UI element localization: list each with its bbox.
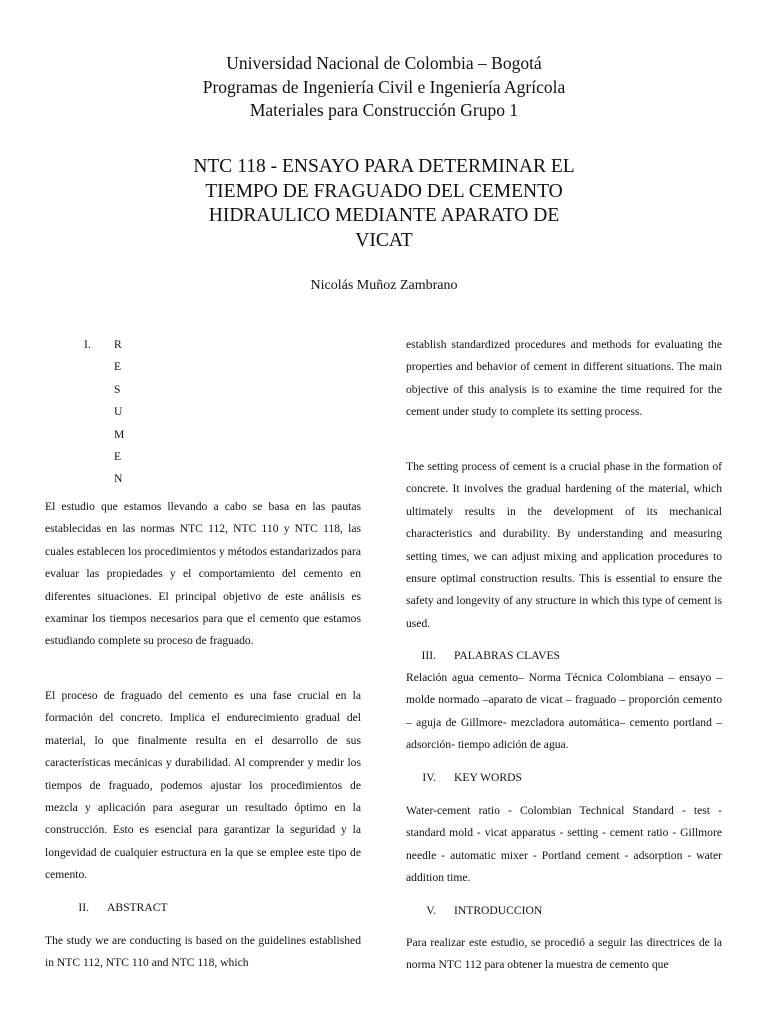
resumen-letter: S [114, 382, 121, 396]
title-line-3: HIDRAULICO MEDIANTE APARATO DE [208, 205, 560, 226]
resumen-letter: U [114, 405, 123, 419]
course-line: Materiales para Construcción Grupo 1 [249, 100, 519, 120]
section-number-abstract: II. [78, 901, 89, 914]
abstract-paragraph-2 [406, 456, 722, 635]
section-heading-intro [392, 900, 542, 922]
section-number-palabras: III. [421, 649, 436, 662]
document-header [0, 52, 768, 123]
abstract-text-2: The setting process of cement is a crucial phase in the formation of concrete. It involves the gradual hardening of the material, which ultimately results in the development of its mechanical characteristics and durability. By understanding and measuring setting times, we can adjust mixing and application procedures to ensure optimal construction results. This is essential to ensure the safety and longevity of any structure in which this type of cement is used. [406, 460, 722, 630]
resumen-paragraph-1 [45, 496, 361, 653]
abstract-paragraph-1-cont [406, 334, 722, 424]
palabras-paragraph [406, 667, 722, 757]
section-title-intro: INTRODUCCION [454, 904, 543, 917]
intro-paragraph [406, 932, 722, 977]
paper-title [0, 155, 768, 253]
resumen-letter: N [114, 472, 123, 486]
title-line-2: TIEMPO DE FRAGUADO DEL CEMENTO [205, 180, 563, 202]
section-heading-keywords [392, 767, 522, 789]
section-number-keywords: IV. [422, 771, 436, 784]
section-heading-palabras [392, 645, 560, 667]
university-line: Universidad Nacional de Colombia – Bogotá [226, 53, 542, 73]
section-number-resumen: I. [84, 338, 91, 351]
section-heading-resumen [114, 334, 128, 491]
abstract-text-1a: The study we are conducting is based on the guidelines established in NTC 112, NTC 110 and NTC 118, which [45, 934, 361, 970]
resumen-letter: E [114, 360, 122, 374]
keywords-text: Water-cement ratio - Colombian Technical Standard - test - standard mold - vicat apparatus - setting - cement ratio - Gillmore needle - automatic mixer - Portland cement - adsorption - water addition time. [406, 804, 722, 885]
resumen-paragraph-2 [45, 685, 361, 887]
section-number-intro: V. [426, 904, 436, 917]
programs-line: Programas de Ingeniería Civil e Ingeniería Agrícola [202, 76, 566, 97]
resumen-letter: M [114, 427, 125, 441]
title-line-4: VICAT [355, 229, 413, 251]
keywords-paragraph [406, 800, 722, 890]
abstract-text-1b: establish standardized procedures and methods for evaluating the properties and behavior of cement in different situations. The main objective of this analysis is to examine the time required for the cement under study to complete its setting process. [406, 338, 722, 419]
resumen-text-2: El proceso de fraguado del cemento es una fase crucial en la formación del concreto. Implica el endurecimiento gradual del material, lo que finalmente resulta en el desarrollo de sus características mecánicas y durabilidad. Al comprender y medir los tiempos de fraguado, podemos ajustar los procedimientos de mezcla y aplicación para asegurar un resultado óptimo en la construcción. Esto es esencial para garantizar la seguridad y la longevidad de cualquier estructura en la que se emplee este tipo de cemento. [45, 689, 361, 882]
resumen-letter: E [114, 450, 122, 464]
abstract-paragraph-1-start [45, 930, 361, 975]
section-title-abstract: ABSTRACT [107, 901, 168, 914]
resumen-letter: R [114, 338, 122, 351]
title-line-1: NTC 118 - ENSAYO PARA DETERMINAR EL [193, 156, 575, 177]
section-title-palabras: PALABRAS CLAVES [454, 649, 560, 662]
section-title-keywords: KEY WORDS [454, 771, 522, 784]
intro-text: Para realizar este estudio, se procedió a seguir las directrices de la norma NTC 112 para obtener la muestra de cemento que [406, 936, 722, 972]
resumen-text-1: El estudio que estamos llevando a cabo se basa en las pautas establecidas en las normas NTC 112, NTC 110 y NTC 118, las cuales establecen los procedimientos y métodos estandarizados para evaluar las propiedades y el comportamiento del cemento en diferentes situaciones. El principal objetivo de este análisis es examinar los tiempos necesarios para que el cemento que estamos estudiando complete su proceso de fraguado. [45, 500, 361, 648]
palabras-text: Relación agua cemento– Norma Técnica Colombiana – ensayo – molde normado –aparato de vicat – fraguado – proporción cemento – aguja de Gillmore- mezcladora automática– cemento portland – adsorción- tiempo adición de agua. [406, 671, 722, 752]
author-name: Nicolás Muñoz Zambrano [310, 278, 458, 293]
section-heading-abstract [45, 897, 168, 919]
